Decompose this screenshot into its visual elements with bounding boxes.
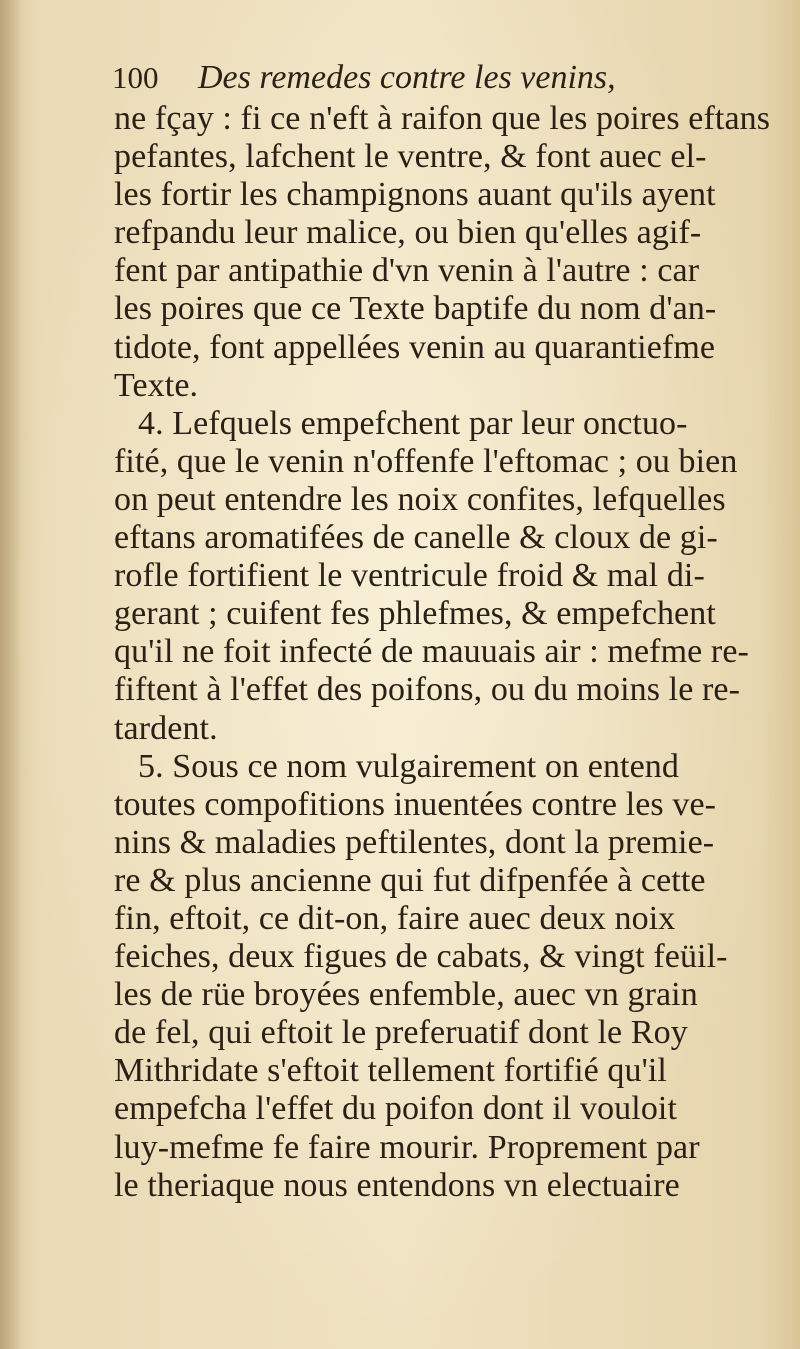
text-line: rofle fortifient le ventricule froid & mal di-	[114, 557, 705, 595]
text-line: fiftent à l'effet des poifons, ou du moins le re-	[114, 671, 741, 709]
text-line: qu'il ne foit infecté de mauuais air : mefme re-	[114, 633, 749, 671]
running-title: Des remedes contre les venins,	[198, 59, 616, 96]
text-line: luy-mefme fe faire mourir. Proprement par	[114, 1128, 700, 1166]
text-line: refpandu leur malice, ou bien qu'elles agif-	[114, 214, 702, 252]
text-line: le theriaque nous entendons vn electuaire	[114, 1166, 680, 1204]
text-line: tidote, font appellées venin au quarantiefme	[114, 328, 716, 366]
text-line: les de rüe broyées enfemble, auec vn grain	[114, 976, 698, 1014]
text-line: pefantes, lafchent le ventre, & font auec el-	[114, 138, 707, 176]
text-line: on peut entendre les noix confites, lefquelles	[114, 480, 726, 518]
text-line: Mithridate s'eftoit tellement fortifié qu'il	[114, 1052, 667, 1090]
text-line: fité, que le venin n'offenfe l'eftomac ; ou bien	[114, 442, 738, 480]
text-line: fin, eftoit, ce dit-on, faire auec deux noix	[114, 899, 676, 937]
text-line: nins & maladies peftilentes, dont la premie-	[114, 823, 715, 861]
text-line: les poires que ce Texte baptife du nom d'an-	[114, 290, 717, 328]
text-line: ne fçay : fi ce n'eft à raifon que les poires eftans	[114, 100, 771, 137]
text-line: toutes compofitions inuentées contre les ve-	[114, 785, 717, 823]
running-head	[112, 58, 672, 98]
text-line: tardent.	[114, 709, 218, 747]
text-line: de fel, qui eftoit le preferuatif dont le Roy	[114, 1014, 688, 1052]
page-gutter-shadow	[0, 0, 22, 1349]
text-line: les fortir les champignons auant qu'ils ayent	[114, 176, 716, 214]
text-line: gerant ; cuifent fes phlefmes, & empefchent	[114, 595, 716, 633]
text-line: re & plus ancienne qui fut difpenfée à cette	[114, 861, 706, 899]
text-line: feiches, deux figues de cabats, & vingt feüil-	[114, 938, 728, 976]
text-line: fent par antipathie d'vn venin à l'autre : car	[114, 252, 700, 290]
paragraph-start-line: 4. Lefquels empefchent par leur onctuo-	[138, 404, 688, 442]
text-line: Texte.	[114, 366, 199, 404]
text-line: empefcha l'effet du poifon dont il vouloit	[114, 1090, 678, 1128]
text-line: eftans aromatifées de canelle & cloux de gi-	[114, 519, 718, 557]
paragraph-start-line: 5. Sous ce nom vulgairement on entend	[138, 747, 679, 785]
body-text	[114, 100, 794, 1205]
page-number: 100	[112, 60, 159, 95]
